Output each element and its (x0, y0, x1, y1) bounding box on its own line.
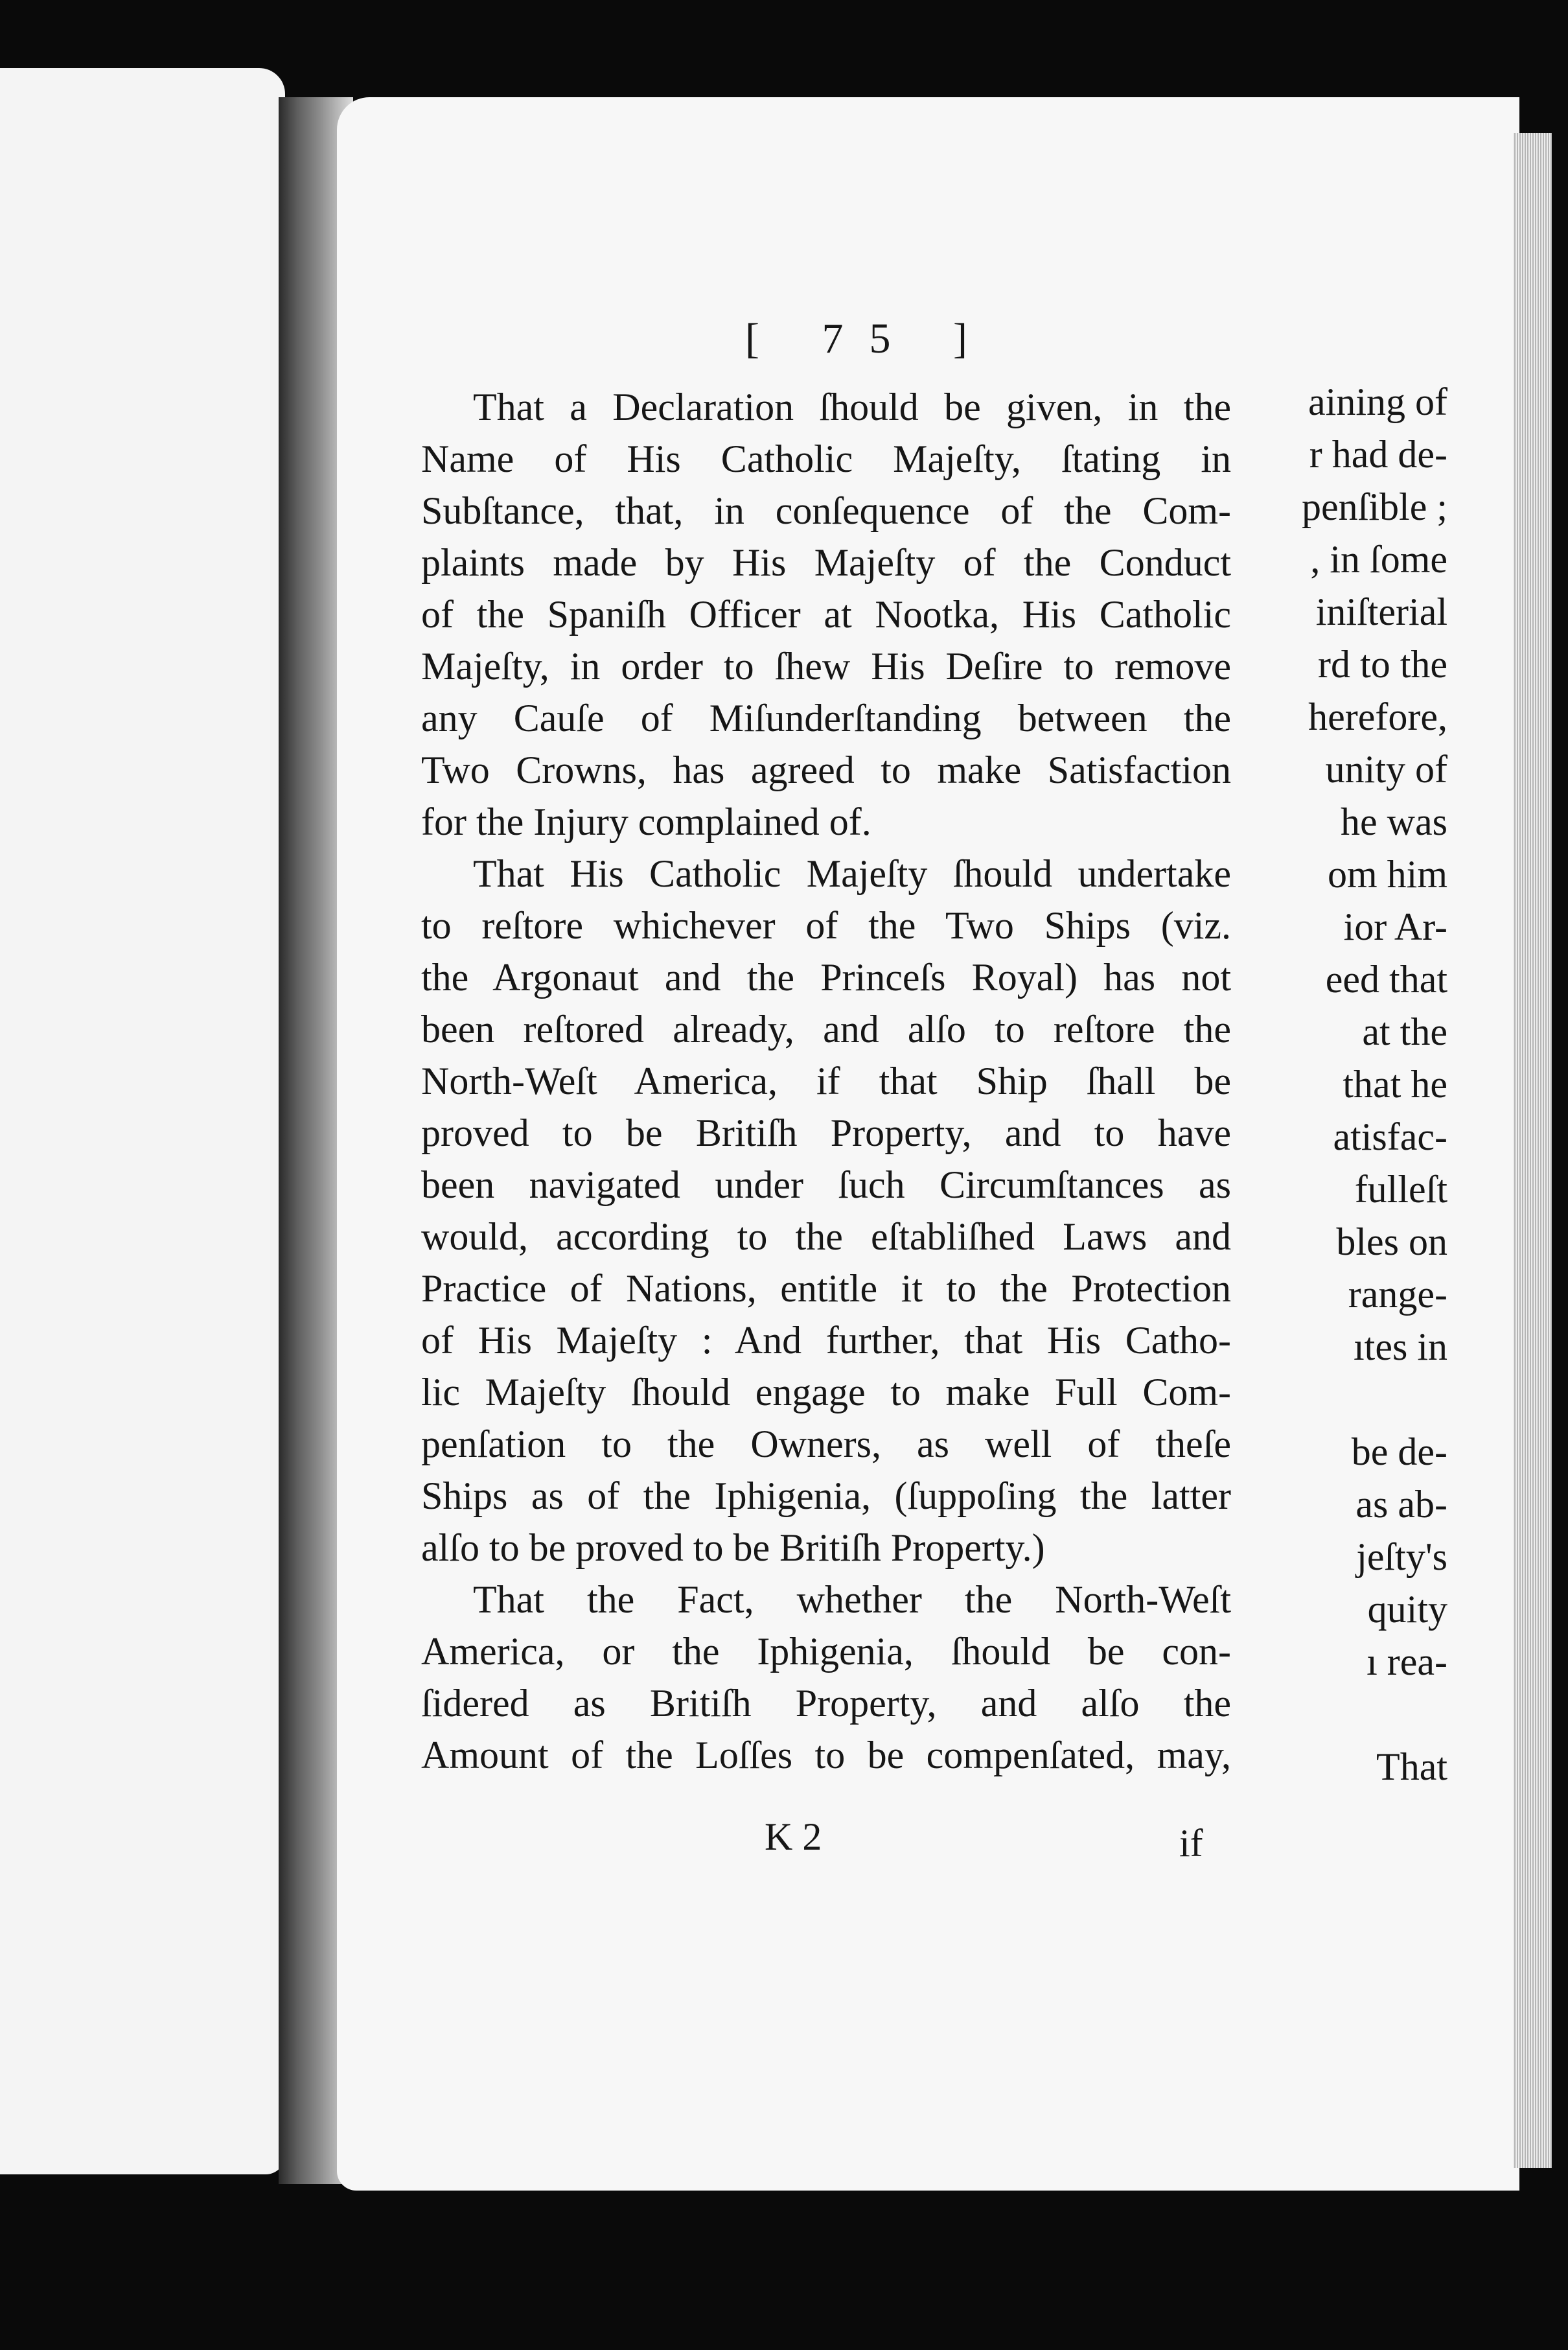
left-page (0, 68, 285, 2174)
left-page-text (1283, 376, 1568, 1793)
body-line: been reſtored already, and alſo to reſtore the (421, 1008, 1231, 1051)
left-line: That (1376, 1745, 1447, 1788)
body-line: alſo to be proved to be Britiſh Property.) (421, 1526, 1045, 1569)
body-line: lic Majeſty ſhould engage to make Full Com- (421, 1371, 1231, 1413)
body-line: America, or the Iphigenia, ſhould be con- (421, 1630, 1231, 1673)
body-line: the Argonaut and the Princeſs Royal) has not (421, 956, 1231, 999)
body-line: Subſtance, that, in conſequence of the Com- (421, 489, 1231, 532)
left-line: penſible ; (1302, 485, 1447, 528)
body-line: penſation to the Owners, as well of theſe (421, 1423, 1231, 1465)
body-line: of the Spaniſh Officer at Nootka, His Catholic (421, 593, 1231, 636)
body-line: That the Fact, whether the North-Weſt (473, 1578, 1231, 1621)
body-line: ſidered as Britiſh Property, and alſo the (421, 1682, 1231, 1725)
body-line: Ships as of the Iphigenia, (ſuppoſing the latter (421, 1474, 1231, 1517)
body-line: That His Catholic Majeſty ſhould undertake (473, 852, 1231, 895)
left-line: unity of (1325, 748, 1447, 791)
left-line: eed that (1325, 958, 1447, 1001)
body-line: North-Weſt America, if that Ship ſhall be (421, 1060, 1231, 1102)
body-line: of His Majeſty : And further, that His Catho- (421, 1319, 1231, 1362)
body-line: Practice of Nations, entitle it to the Protection (421, 1267, 1231, 1310)
left-line: ı rea- (1366, 1640, 1447, 1683)
catchword: if (1179, 1822, 1203, 1865)
left-line: bles on (1336, 1220, 1447, 1263)
signature-mark: K 2 (765, 1815, 822, 1858)
left-line: quity (1367, 1588, 1447, 1631)
body-line: That a Declaration ſhould be given, in the (473, 386, 1231, 428)
left-line-gap (1283, 1688, 1568, 1741)
left-line: r had de- (1309, 433, 1447, 476)
left-line: iniſterial (1315, 590, 1447, 633)
body-line: proved to be Britiſh Property, and to have (421, 1111, 1231, 1154)
body-line: Two Crowns, has agreed to make Satisfaction (421, 749, 1231, 791)
body-line: plaints made by His Majeſty of the Conduct (421, 541, 1231, 584)
left-line: ior Ar- (1343, 905, 1447, 948)
left-line: om him (1327, 853, 1447, 896)
left-line: as ab- (1355, 1483, 1447, 1526)
left-line: , in ſome (1310, 538, 1447, 581)
left-line: aining of (1308, 380, 1447, 423)
body-line: to reſtore whichever of the Two Ships (viz. (421, 904, 1231, 947)
body-line: Majeſty, in order to ſhew His Deſire to remove (421, 645, 1231, 688)
page-number: [ 75 ] (745, 315, 993, 362)
body-line: any Cauſe of Miſunderſtanding between the (421, 697, 1231, 739)
body-line: Name of His Catholic Majeſty, ſtating in (421, 437, 1231, 480)
left-line: rd to the (1318, 643, 1447, 686)
left-line: ıtes in (1354, 1325, 1447, 1368)
body-line: Amount of the Loſſes to be compenſated, may, (421, 1734, 1231, 1776)
left-line: he was (1341, 800, 1447, 843)
body-line: would, according to the eſtabliſhed Laws and (421, 1215, 1231, 1258)
left-line: range- (1348, 1273, 1447, 1316)
left-line: herefore, (1308, 695, 1447, 738)
left-line: fulleſt (1354, 1168, 1447, 1211)
left-line-gap (1283, 1373, 1568, 1426)
body-line: been navigated under ſuch Circumſtances as (421, 1163, 1231, 1206)
body-line: for the Injury complained of. (421, 800, 871, 843)
left-line: atisfac- (1333, 1115, 1447, 1158)
left-line: jeſty's (1356, 1535, 1447, 1578)
left-line: that he (1343, 1063, 1447, 1106)
right-page-text (421, 381, 1231, 1781)
left-line: be de- (1351, 1430, 1447, 1473)
left-line: at the (1362, 1010, 1447, 1053)
